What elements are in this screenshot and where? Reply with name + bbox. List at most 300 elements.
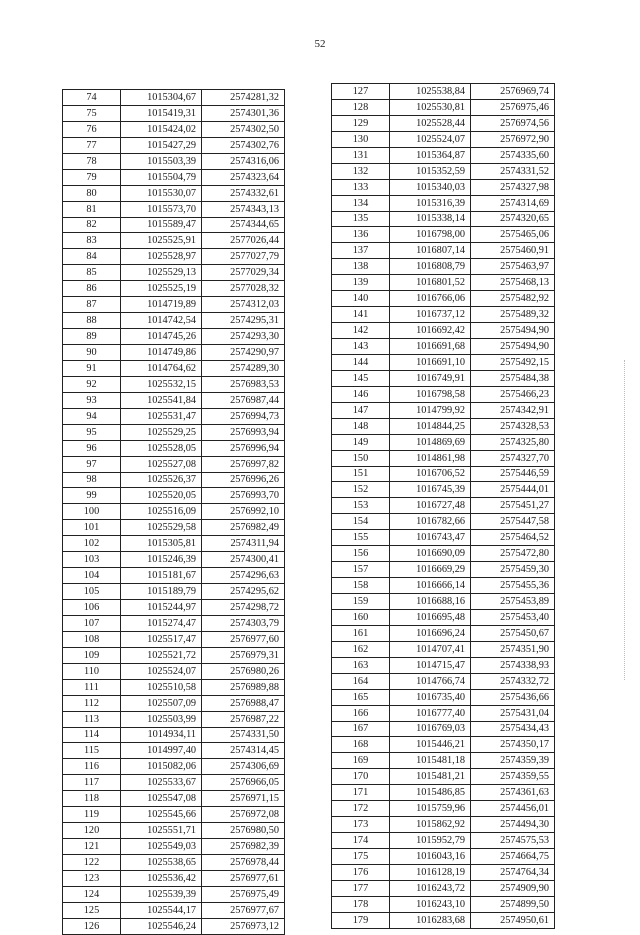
point-number-cell: 137	[332, 243, 390, 259]
point-number-cell: 124	[63, 886, 121, 902]
point-number-cell: 167	[332, 721, 390, 737]
x-coordinate-cell: 1016743,47	[390, 530, 471, 546]
point-number-cell: 78	[63, 153, 121, 169]
table-row	[63, 488, 285, 504]
y-coordinate-cell: 2574295,62	[202, 584, 285, 600]
table-row	[63, 360, 285, 376]
x-coordinate-cell: 1016735,40	[390, 689, 471, 705]
y-coordinate-cell: 2576977,67	[202, 902, 285, 918]
table-row	[63, 329, 285, 345]
point-number-cell: 126	[63, 918, 121, 934]
y-coordinate-cell: 2574575,53	[471, 833, 555, 849]
table-row	[332, 769, 555, 785]
x-coordinate-cell: 1015189,79	[121, 584, 202, 600]
x-coordinate-cell: 1015486,85	[390, 785, 471, 801]
y-coordinate-cell: 2576974,56	[471, 115, 555, 131]
y-coordinate-cell: 2575451,27	[471, 498, 555, 514]
point-number-cell: 165	[332, 689, 390, 705]
table-row	[63, 918, 285, 934]
point-number-cell: 134	[332, 195, 390, 211]
table-row	[332, 578, 555, 594]
y-coordinate-cell: 2574316,06	[202, 153, 285, 169]
point-number-cell: 151	[332, 466, 390, 482]
table-row	[332, 434, 555, 450]
y-coordinate-cell: 2576979,31	[202, 647, 285, 663]
x-coordinate-cell: 1025521,72	[121, 647, 202, 663]
point-number-cell: 119	[63, 807, 121, 823]
table-row	[63, 105, 285, 121]
point-number-cell: 76	[63, 121, 121, 137]
y-coordinate-cell: 2576983,53	[202, 376, 285, 392]
x-coordinate-cell: 1025547,08	[121, 791, 202, 807]
x-coordinate-cell: 1016692,42	[390, 323, 471, 339]
y-coordinate-cell: 2576997,82	[202, 456, 285, 472]
point-number-cell: 114	[63, 727, 121, 743]
x-coordinate-cell: 1014844,25	[390, 418, 471, 434]
y-coordinate-cell: 2576977,61	[202, 870, 285, 886]
point-number-cell: 82	[63, 217, 121, 233]
y-coordinate-cell: 2574342,91	[471, 402, 555, 418]
table-row	[63, 791, 285, 807]
point-number-cell: 142	[332, 323, 390, 339]
x-coordinate-cell: 1016798,58	[390, 386, 471, 402]
x-coordinate-cell: 1014766,74	[390, 673, 471, 689]
table-row	[332, 594, 555, 610]
point-number-cell: 105	[63, 584, 121, 600]
x-coordinate-cell: 1025532,15	[121, 376, 202, 392]
y-coordinate-cell: 2574899,50	[471, 896, 555, 912]
point-number-cell: 162	[332, 641, 390, 657]
point-number-cell: 176	[332, 864, 390, 880]
y-coordinate-cell: 2574359,55	[471, 769, 555, 785]
table-row	[332, 84, 555, 100]
table-row	[63, 870, 285, 886]
table-row	[332, 689, 555, 705]
point-number-cell: 81	[63, 201, 121, 217]
table-row	[63, 201, 285, 217]
point-number-cell: 94	[63, 408, 121, 424]
y-coordinate-cell: 2574338,93	[471, 657, 555, 673]
x-coordinate-cell: 1016769,03	[390, 721, 471, 737]
y-coordinate-cell: 2575431,04	[471, 705, 555, 721]
table-row	[63, 217, 285, 233]
table-row	[63, 281, 285, 297]
y-coordinate-cell: 2574343,13	[202, 201, 285, 217]
y-coordinate-cell: 2574290,97	[202, 345, 285, 361]
table-row	[63, 552, 285, 568]
table-row	[63, 855, 285, 871]
point-number-cell: 98	[63, 472, 121, 488]
table-row	[332, 386, 555, 402]
y-coordinate-cell: 2574350,17	[471, 737, 555, 753]
point-number-cell: 168	[332, 737, 390, 753]
y-coordinate-cell: 2575482,92	[471, 291, 555, 307]
point-number-cell: 129	[332, 115, 390, 131]
x-coordinate-cell: 1014715,47	[390, 657, 471, 673]
table-row	[332, 195, 555, 211]
x-coordinate-cell: 1025526,37	[121, 472, 202, 488]
table-row	[332, 227, 555, 243]
x-coordinate-cell: 1016283,68	[390, 912, 471, 928]
point-number-cell: 122	[63, 855, 121, 871]
table-row	[63, 153, 285, 169]
table-row	[63, 536, 285, 552]
x-coordinate-cell: 1016695,48	[390, 609, 471, 625]
point-number-cell: 97	[63, 456, 121, 472]
y-coordinate-cell: 2575472,80	[471, 546, 555, 562]
point-number-cell: 91	[63, 360, 121, 376]
point-number-cell: 93	[63, 392, 121, 408]
table-row	[63, 520, 285, 536]
point-number-cell: 147	[332, 402, 390, 418]
table-row	[63, 392, 285, 408]
x-coordinate-cell: 1025525,19	[121, 281, 202, 297]
x-coordinate-cell: 1015244,97	[121, 600, 202, 616]
table-row	[332, 912, 555, 928]
x-coordinate-cell: 1025528,44	[390, 115, 471, 131]
point-number-cell: 90	[63, 345, 121, 361]
table-row	[63, 233, 285, 249]
y-coordinate-cell: 2575459,30	[471, 562, 555, 578]
x-coordinate-cell: 1015340,03	[390, 179, 471, 195]
x-coordinate-cell: 1014799,92	[390, 402, 471, 418]
table-row	[63, 807, 285, 823]
x-coordinate-cell: 1016688,16	[390, 594, 471, 610]
point-number-cell: 103	[63, 552, 121, 568]
point-number-cell: 96	[63, 440, 121, 456]
y-coordinate-cell: 2574320,65	[471, 211, 555, 227]
y-coordinate-cell: 2574300,41	[202, 552, 285, 568]
x-coordinate-cell: 1014745,26	[121, 329, 202, 345]
point-number-cell: 115	[63, 743, 121, 759]
y-coordinate-cell: 2574289,30	[202, 360, 285, 376]
table-row	[63, 456, 285, 472]
y-coordinate-cell: 2576993,94	[202, 424, 285, 440]
x-coordinate-cell: 1015246,39	[121, 552, 202, 568]
y-coordinate-cell: 2575465,06	[471, 227, 555, 243]
point-number-cell: 173	[332, 817, 390, 833]
point-number-cell: 171	[332, 785, 390, 801]
table-row	[63, 169, 285, 185]
point-number-cell: 170	[332, 769, 390, 785]
y-coordinate-cell: 2574296,63	[202, 568, 285, 584]
y-coordinate-cell: 2575460,91	[471, 243, 555, 259]
table-row	[332, 418, 555, 434]
point-number-cell: 130	[332, 131, 390, 147]
y-coordinate-cell: 2576972,08	[202, 807, 285, 823]
point-number-cell: 179	[332, 912, 390, 928]
y-coordinate-cell: 2576975,46	[471, 99, 555, 115]
point-number-cell: 128	[332, 99, 390, 115]
x-coordinate-cell: 1025528,97	[121, 249, 202, 265]
y-coordinate-cell: 2574281,32	[202, 90, 285, 106]
point-number-cell: 157	[332, 562, 390, 578]
x-coordinate-cell: 1025538,84	[390, 84, 471, 100]
table-row	[63, 440, 285, 456]
point-number-cell: 144	[332, 354, 390, 370]
y-coordinate-cell: 2574314,45	[202, 743, 285, 759]
point-number-cell: 156	[332, 546, 390, 562]
y-coordinate-cell: 2576993,70	[202, 488, 285, 504]
point-number-cell: 164	[332, 673, 390, 689]
point-number-cell: 99	[63, 488, 121, 504]
y-coordinate-cell: 2574335,60	[471, 147, 555, 163]
x-coordinate-cell: 1014719,89	[121, 297, 202, 313]
y-coordinate-cell: 2574295,31	[202, 313, 285, 329]
point-number-cell: 87	[63, 297, 121, 313]
y-coordinate-cell: 2574327,98	[471, 179, 555, 195]
x-coordinate-cell: 1016666,14	[390, 578, 471, 594]
y-coordinate-cell: 2577026,44	[202, 233, 285, 249]
table-row	[63, 313, 285, 329]
table-row	[332, 354, 555, 370]
y-coordinate-cell: 2576972,90	[471, 131, 555, 147]
point-number-cell: 108	[63, 631, 121, 647]
y-coordinate-cell: 2576977,60	[202, 631, 285, 647]
x-coordinate-cell: 1025536,42	[121, 870, 202, 886]
y-coordinate-cell: 2576980,26	[202, 663, 285, 679]
table-row	[63, 663, 285, 679]
scan-margin-mark	[624, 360, 626, 680]
table-row	[332, 131, 555, 147]
point-number-cell: 159	[332, 594, 390, 610]
table-row	[63, 759, 285, 775]
x-coordinate-cell: 1025529,13	[121, 265, 202, 281]
point-number-cell: 146	[332, 386, 390, 402]
point-number-cell: 153	[332, 498, 390, 514]
x-coordinate-cell: 1015316,39	[390, 195, 471, 211]
x-coordinate-cell: 1015352,59	[390, 163, 471, 179]
y-coordinate-cell: 2574303,79	[202, 615, 285, 631]
x-coordinate-cell: 1015427,29	[121, 137, 202, 153]
point-number-cell: 112	[63, 695, 121, 711]
point-number-cell: 166	[332, 705, 390, 721]
table-row	[332, 833, 555, 849]
x-coordinate-cell: 1016243,72	[390, 880, 471, 896]
x-coordinate-cell: 1025516,09	[121, 504, 202, 520]
table-row	[332, 275, 555, 291]
x-coordinate-cell: 1015503,39	[121, 153, 202, 169]
x-coordinate-cell: 1025539,39	[121, 886, 202, 902]
table-row	[332, 498, 555, 514]
point-number-cell: 145	[332, 370, 390, 386]
table-row	[63, 839, 285, 855]
x-coordinate-cell: 1025541,84	[121, 392, 202, 408]
table-row	[332, 243, 555, 259]
point-number-cell: 121	[63, 839, 121, 855]
y-coordinate-cell: 2574664,75	[471, 849, 555, 865]
x-coordinate-cell: 1025503,99	[121, 711, 202, 727]
x-coordinate-cell: 1014861,98	[390, 450, 471, 466]
point-number-cell: 74	[63, 90, 121, 106]
table-row	[332, 482, 555, 498]
table-row	[63, 185, 285, 201]
x-coordinate-cell: 1016669,29	[390, 562, 471, 578]
y-coordinate-cell: 2576982,39	[202, 839, 285, 855]
x-coordinate-cell: 1016043,16	[390, 849, 471, 865]
x-coordinate-cell: 1025520,05	[121, 488, 202, 504]
point-number-cell: 133	[332, 179, 390, 195]
y-coordinate-cell: 2575434,43	[471, 721, 555, 737]
point-number-cell: 101	[63, 520, 121, 536]
table-row	[332, 737, 555, 753]
point-number-cell: 148	[332, 418, 390, 434]
y-coordinate-cell: 2574298,72	[202, 600, 285, 616]
point-number-cell: 84	[63, 249, 121, 265]
point-number-cell: 107	[63, 615, 121, 631]
point-number-cell: 174	[332, 833, 390, 849]
x-coordinate-cell: 1015759,96	[390, 801, 471, 817]
x-coordinate-cell: 1025524,07	[390, 131, 471, 147]
table-row	[332, 562, 555, 578]
x-coordinate-cell: 1016749,91	[390, 370, 471, 386]
y-coordinate-cell: 2575492,15	[471, 354, 555, 370]
point-number-cell: 118	[63, 791, 121, 807]
x-coordinate-cell: 1016691,68	[390, 339, 471, 355]
point-number-cell: 106	[63, 600, 121, 616]
table-row	[332, 259, 555, 275]
y-coordinate-cell: 2575484,38	[471, 370, 555, 386]
table-row	[332, 673, 555, 689]
x-coordinate-cell: 1014742,54	[121, 313, 202, 329]
y-coordinate-cell: 2574301,36	[202, 105, 285, 121]
table-row	[332, 99, 555, 115]
x-coordinate-cell: 1014934,11	[121, 727, 202, 743]
y-coordinate-cell: 2576994,73	[202, 408, 285, 424]
table-row	[332, 339, 555, 355]
y-coordinate-cell: 2575464,52	[471, 530, 555, 546]
x-coordinate-cell: 1025529,58	[121, 520, 202, 536]
point-number-cell: 136	[332, 227, 390, 243]
x-coordinate-cell: 1015274,47	[121, 615, 202, 631]
point-number-cell: 109	[63, 647, 121, 663]
y-coordinate-cell: 2576966,05	[202, 775, 285, 791]
x-coordinate-cell: 1025551,71	[121, 823, 202, 839]
point-number-cell: 102	[63, 536, 121, 552]
table-row	[332, 753, 555, 769]
point-number-cell: 152	[332, 482, 390, 498]
point-number-cell: 111	[63, 679, 121, 695]
x-coordinate-cell: 1016727,48	[390, 498, 471, 514]
table-row	[332, 402, 555, 418]
point-number-cell: 89	[63, 329, 121, 345]
y-coordinate-cell: 2576969,74	[471, 84, 555, 100]
table-row	[63, 775, 285, 791]
table-row	[332, 530, 555, 546]
table-row	[63, 615, 285, 631]
table-row	[332, 115, 555, 131]
x-coordinate-cell: 1016691,10	[390, 354, 471, 370]
table-row	[63, 121, 285, 137]
y-coordinate-cell: 2577027,79	[202, 249, 285, 265]
y-coordinate-cell: 2574314,69	[471, 195, 555, 211]
point-number-cell: 79	[63, 169, 121, 185]
y-coordinate-cell: 2575463,97	[471, 259, 555, 275]
y-coordinate-cell: 2574456,01	[471, 801, 555, 817]
x-coordinate-cell: 1025510,58	[121, 679, 202, 695]
table-row	[63, 823, 285, 839]
table-row	[63, 297, 285, 313]
point-number-cell: 80	[63, 185, 121, 201]
table-row	[63, 424, 285, 440]
table-row	[332, 291, 555, 307]
x-coordinate-cell: 1016766,06	[390, 291, 471, 307]
y-coordinate-cell: 2574331,52	[471, 163, 555, 179]
coordinates-table-right	[331, 83, 555, 929]
x-coordinate-cell: 1016696,24	[390, 625, 471, 641]
table-row	[332, 625, 555, 641]
table-row	[63, 90, 285, 106]
x-coordinate-cell: 1025545,66	[121, 807, 202, 823]
x-coordinate-cell: 1016690,09	[390, 546, 471, 562]
x-coordinate-cell: 1015338,14	[390, 211, 471, 227]
point-number-cell: 135	[332, 211, 390, 227]
point-number-cell: 120	[63, 823, 121, 839]
x-coordinate-cell: 1025507,09	[121, 695, 202, 711]
point-number-cell: 132	[332, 163, 390, 179]
table-row	[332, 307, 555, 323]
point-number-cell: 155	[332, 530, 390, 546]
y-coordinate-cell: 2576978,44	[202, 855, 285, 871]
table-row	[63, 504, 285, 520]
y-coordinate-cell: 2574302,76	[202, 137, 285, 153]
table-row	[63, 679, 285, 695]
table-row	[63, 137, 285, 153]
y-coordinate-cell: 2575453,89	[471, 594, 555, 610]
y-coordinate-cell: 2574293,30	[202, 329, 285, 345]
point-number-cell: 172	[332, 801, 390, 817]
table-row	[63, 472, 285, 488]
x-coordinate-cell: 1015419,31	[121, 105, 202, 121]
y-coordinate-cell: 2575447,58	[471, 514, 555, 530]
y-coordinate-cell: 2575453,40	[471, 609, 555, 625]
y-coordinate-cell: 2574361,63	[471, 785, 555, 801]
table-row	[63, 743, 285, 759]
y-coordinate-cell: 2574351,90	[471, 641, 555, 657]
point-number-cell: 113	[63, 711, 121, 727]
x-coordinate-cell: 1025533,67	[121, 775, 202, 791]
table-row	[63, 249, 285, 265]
point-number-cell: 88	[63, 313, 121, 329]
y-coordinate-cell: 2575494,90	[471, 339, 555, 355]
x-coordinate-cell: 1014869,69	[390, 434, 471, 450]
x-coordinate-cell: 1016798,00	[390, 227, 471, 243]
point-number-cell: 154	[332, 514, 390, 530]
y-coordinate-cell: 2576975,49	[202, 886, 285, 902]
table-row	[63, 647, 285, 663]
point-number-cell: 83	[63, 233, 121, 249]
y-coordinate-cell: 2575450,67	[471, 625, 555, 641]
table-row	[332, 641, 555, 657]
x-coordinate-cell: 1016706,52	[390, 466, 471, 482]
point-number-cell: 140	[332, 291, 390, 307]
x-coordinate-cell: 1016807,14	[390, 243, 471, 259]
y-coordinate-cell: 2575489,32	[471, 307, 555, 323]
y-coordinate-cell: 2576987,44	[202, 392, 285, 408]
y-coordinate-cell: 2576971,15	[202, 791, 285, 807]
x-coordinate-cell: 1016128,19	[390, 864, 471, 880]
y-coordinate-cell: 2575455,36	[471, 578, 555, 594]
x-coordinate-cell: 1015952,79	[390, 833, 471, 849]
x-coordinate-cell: 1015573,70	[121, 201, 202, 217]
y-coordinate-cell: 2574325,80	[471, 434, 555, 450]
table-row	[63, 727, 285, 743]
y-coordinate-cell: 2575468,13	[471, 275, 555, 291]
point-number-cell: 123	[63, 870, 121, 886]
table-row	[332, 514, 555, 530]
table-row	[63, 711, 285, 727]
y-coordinate-cell: 2576987,22	[202, 711, 285, 727]
